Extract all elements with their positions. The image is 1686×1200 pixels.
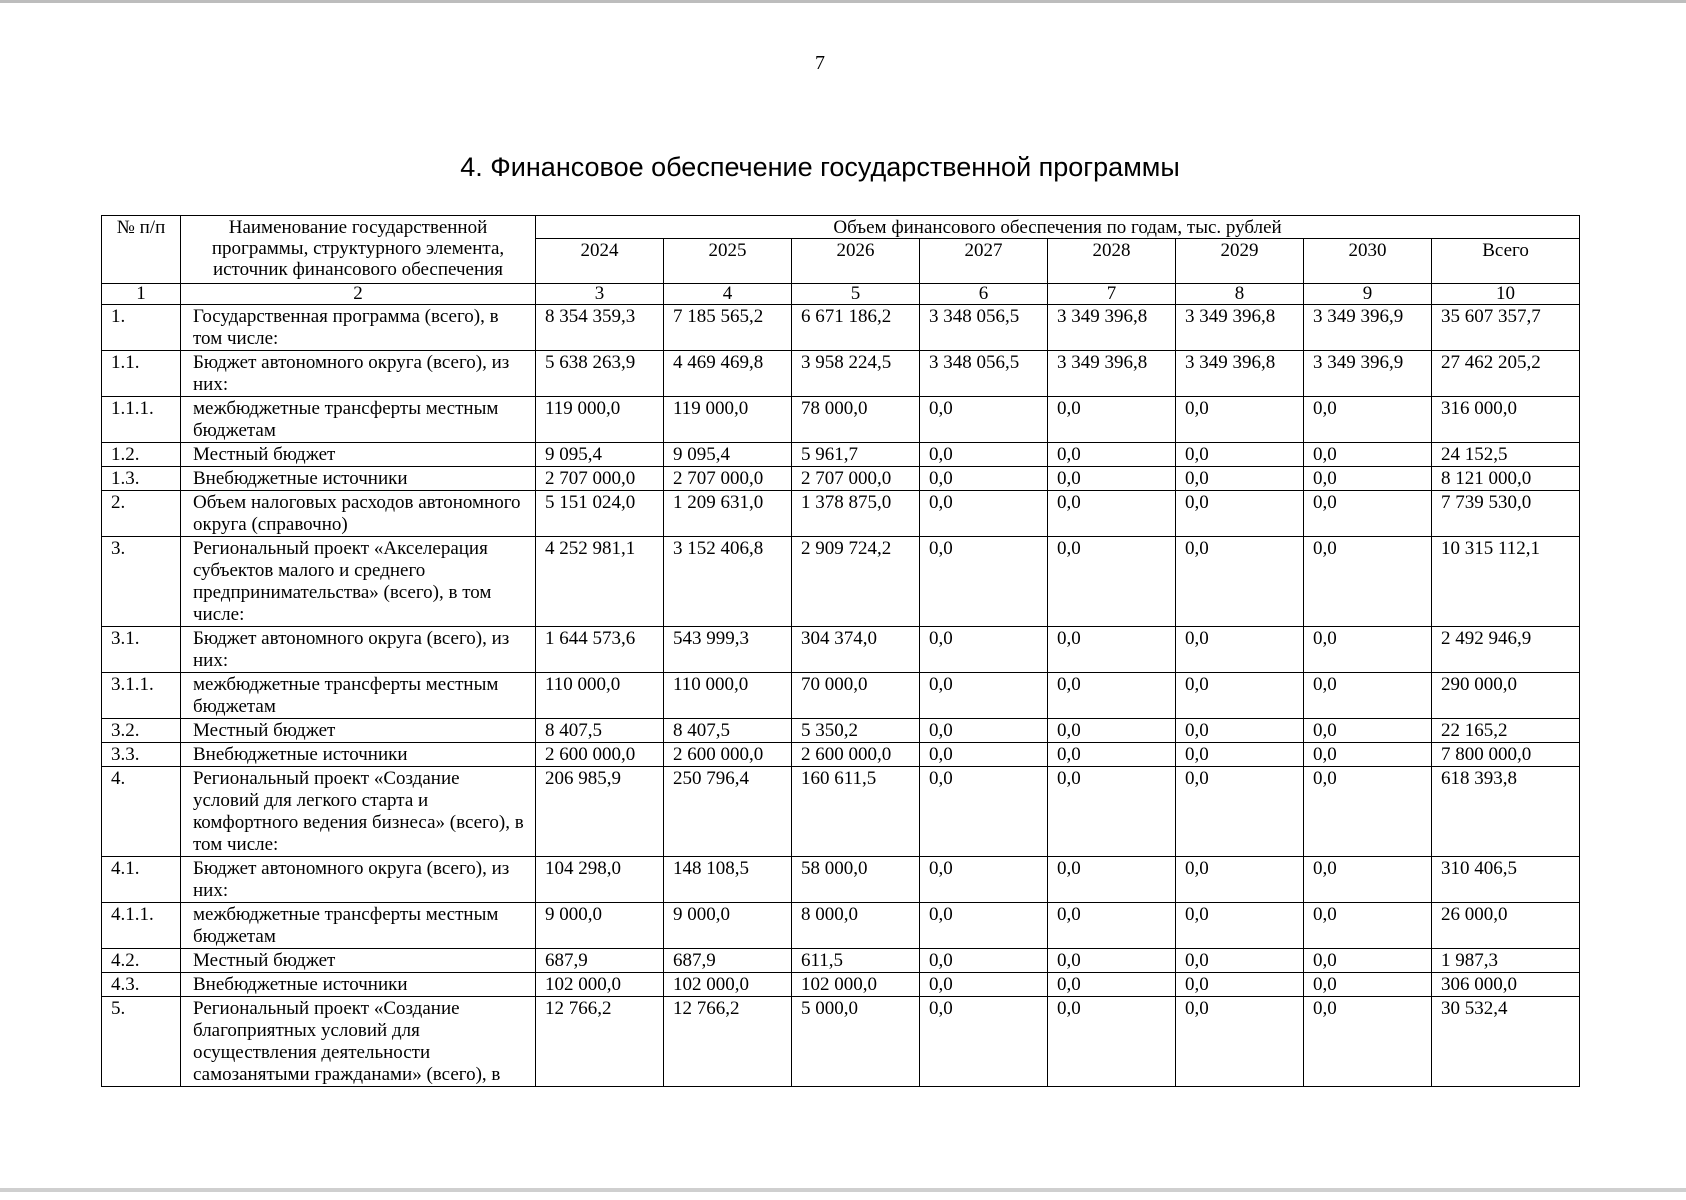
row-value-2029: 0,0 bbox=[1176, 443, 1304, 467]
row-value-2030: 0,0 bbox=[1304, 767, 1432, 857]
row-value-2026: 160 611,5 bbox=[792, 767, 920, 857]
row-name: Бюджет автономного округа (всего), из них: bbox=[181, 351, 536, 397]
row-name: межбюджетные трансферты местным бюджетам bbox=[181, 903, 536, 949]
row-value-2028: 0,0 bbox=[1048, 537, 1176, 627]
table-row bbox=[102, 351, 1580, 397]
row-value-2027: 0,0 bbox=[920, 767, 1048, 857]
row-value-2030: 0,0 bbox=[1304, 743, 1432, 767]
row-value-2028: 0,0 bbox=[1048, 719, 1176, 743]
row-value-2029: 0,0 bbox=[1176, 903, 1304, 949]
row-value-всего: 24 152,5 bbox=[1432, 443, 1580, 467]
row-value-2029: 0,0 bbox=[1176, 397, 1304, 443]
row-value-2026: 611,5 bbox=[792, 949, 920, 973]
table-row bbox=[102, 903, 1580, 949]
row-number: 5. bbox=[102, 997, 181, 1087]
row-value-2030: 0,0 bbox=[1304, 997, 1432, 1087]
row-value-всего: 22 165,2 bbox=[1432, 719, 1580, 743]
row-value-2029: 0,0 bbox=[1176, 467, 1304, 491]
row-value-всего: 2 492 946,9 bbox=[1432, 627, 1580, 673]
row-value-2025: 9 000,0 bbox=[664, 903, 792, 949]
row-value-2028: 3 349 396,8 bbox=[1048, 305, 1176, 351]
row-name: Региональный проект «Создание условий для легкого старта и комфортного ведения бизнеса» (всего), в том числе: bbox=[181, 767, 536, 857]
table-row bbox=[102, 627, 1580, 673]
row-name: Объем налоговых расходов автономного округа (справочно) bbox=[181, 491, 536, 537]
row-value-2025: 250 796,4 bbox=[664, 767, 792, 857]
row-number: 3.1.1. bbox=[102, 673, 181, 719]
column-number-row bbox=[102, 284, 1580, 305]
row-value-2028: 0,0 bbox=[1048, 973, 1176, 997]
row-value-2027: 0,0 bbox=[920, 719, 1048, 743]
financing-table bbox=[101, 215, 1580, 1087]
row-value-2030: 0,0 bbox=[1304, 537, 1432, 627]
row-number: 1.3. bbox=[102, 467, 181, 491]
row-value-2028: 0,0 bbox=[1048, 997, 1176, 1087]
row-value-2024: 206 985,9 bbox=[536, 767, 664, 857]
row-value-2030: 0,0 bbox=[1304, 973, 1432, 997]
row-value-2026: 5 000,0 bbox=[792, 997, 920, 1087]
row-value-всего: 27 462 205,2 bbox=[1432, 351, 1580, 397]
row-value-2026: 8 000,0 bbox=[792, 903, 920, 949]
column-number: 2 bbox=[181, 284, 536, 305]
row-value-2025: 687,9 bbox=[664, 949, 792, 973]
row-value-2026: 58 000,0 bbox=[792, 857, 920, 903]
row-value-2027: 0,0 bbox=[920, 673, 1048, 719]
table-row bbox=[102, 949, 1580, 973]
row-value-2026: 102 000,0 bbox=[792, 973, 920, 997]
row-name: Бюджет автономного округа (всего), из них: bbox=[181, 627, 536, 673]
row-value-2025: 7 185 565,2 bbox=[664, 305, 792, 351]
row-value-2030: 0,0 bbox=[1304, 443, 1432, 467]
row-value-2027: 3 348 056,5 bbox=[920, 305, 1048, 351]
row-value-2025: 2 600 000,0 bbox=[664, 743, 792, 767]
row-value-2029: 3 349 396,8 bbox=[1176, 305, 1304, 351]
table-row bbox=[102, 767, 1580, 857]
row-value-2024: 5 638 263,9 bbox=[536, 351, 664, 397]
row-value-2024: 8 354 359,3 bbox=[536, 305, 664, 351]
row-value-всего: 7 800 000,0 bbox=[1432, 743, 1580, 767]
row-name: Местный бюджет bbox=[181, 719, 536, 743]
row-value-2029: 0,0 bbox=[1176, 997, 1304, 1087]
column-number: 3 bbox=[536, 284, 664, 305]
row-value-2027: 0,0 bbox=[920, 443, 1048, 467]
row-number: 4. bbox=[102, 767, 181, 857]
row-name: Государственная программа (всего), в том числе: bbox=[181, 305, 536, 351]
row-value-2028: 0,0 bbox=[1048, 949, 1176, 973]
table-row bbox=[102, 997, 1580, 1087]
header-num: № п/п bbox=[102, 216, 181, 284]
column-number: 8 bbox=[1176, 284, 1304, 305]
row-value-2029: 0,0 bbox=[1176, 857, 1304, 903]
row-value-всего: 290 000,0 bbox=[1432, 673, 1580, 719]
row-number: 1. bbox=[102, 305, 181, 351]
row-value-2027: 3 348 056,5 bbox=[920, 351, 1048, 397]
row-value-2029: 0,0 bbox=[1176, 949, 1304, 973]
row-value-2028: 3 349 396,8 bbox=[1048, 351, 1176, 397]
row-value-2027: 0,0 bbox=[920, 537, 1048, 627]
header-year-2025: 2025 bbox=[664, 239, 792, 284]
row-number: 3.3. bbox=[102, 743, 181, 767]
row-value-2025: 543 999,3 bbox=[664, 627, 792, 673]
row-value-2026: 2 707 000,0 bbox=[792, 467, 920, 491]
row-value-2029: 3 349 396,8 bbox=[1176, 351, 1304, 397]
row-number: 1.1. bbox=[102, 351, 181, 397]
row-number: 2. bbox=[102, 491, 181, 537]
scan-edge-top bbox=[0, 0, 1686, 3]
table-row bbox=[102, 973, 1580, 997]
row-value-2028: 0,0 bbox=[1048, 467, 1176, 491]
row-value-2024: 5 151 024,0 bbox=[536, 491, 664, 537]
row-value-2024: 2 600 000,0 bbox=[536, 743, 664, 767]
row-value-2030: 0,0 bbox=[1304, 627, 1432, 673]
row-value-2027: 0,0 bbox=[920, 743, 1048, 767]
row-value-2030: 0,0 bbox=[1304, 903, 1432, 949]
row-value-2027: 0,0 bbox=[920, 857, 1048, 903]
row-name: межбюджетные трансферты местным бюджетам bbox=[181, 397, 536, 443]
row-number: 3.1. bbox=[102, 627, 181, 673]
table-row bbox=[102, 467, 1580, 491]
row-number: 4.2. bbox=[102, 949, 181, 973]
row-value-2030: 0,0 bbox=[1304, 949, 1432, 973]
row-value-2028: 0,0 bbox=[1048, 767, 1176, 857]
row-value-2026: 5 350,2 bbox=[792, 719, 920, 743]
row-value-2024: 2 707 000,0 bbox=[536, 467, 664, 491]
row-value-2025: 12 766,2 bbox=[664, 997, 792, 1087]
row-value-2024: 9 095,4 bbox=[536, 443, 664, 467]
row-value-всего: 1 987,3 bbox=[1432, 949, 1580, 973]
row-value-2025: 102 000,0 bbox=[664, 973, 792, 997]
row-value-2026: 304 374,0 bbox=[792, 627, 920, 673]
row-value-2030: 0,0 bbox=[1304, 857, 1432, 903]
header-year-2024: 2024 bbox=[536, 239, 664, 284]
row-value-2029: 0,0 bbox=[1176, 537, 1304, 627]
row-value-2026: 6 671 186,2 bbox=[792, 305, 920, 351]
row-value-2028: 0,0 bbox=[1048, 627, 1176, 673]
row-value-2029: 0,0 bbox=[1176, 627, 1304, 673]
row-name: Внебюджетные источники bbox=[181, 973, 536, 997]
header-year-2029: 2029 bbox=[1176, 239, 1304, 284]
row-value-2028: 0,0 bbox=[1048, 443, 1176, 467]
header-year-2030: 2030 bbox=[1304, 239, 1432, 284]
row-value-2030: 0,0 bbox=[1304, 673, 1432, 719]
row-number: 3.2. bbox=[102, 719, 181, 743]
row-value-2025: 3 152 406,8 bbox=[664, 537, 792, 627]
row-value-всего: 8 121 000,0 bbox=[1432, 467, 1580, 491]
row-value-2024: 687,9 bbox=[536, 949, 664, 973]
row-value-2027: 0,0 bbox=[920, 397, 1048, 443]
row-number: 4.1. bbox=[102, 857, 181, 903]
row-value-2025: 8 407,5 bbox=[664, 719, 792, 743]
header-year-2028: 2028 bbox=[1048, 239, 1176, 284]
table-row bbox=[102, 443, 1580, 467]
row-number: 4.3. bbox=[102, 973, 181, 997]
row-value-2024: 4 252 981,1 bbox=[536, 537, 664, 627]
row-value-всего: 30 532,4 bbox=[1432, 997, 1580, 1087]
page-title: 4. Финансовое обеспечение государственной программы bbox=[460, 152, 1180, 182]
column-number: 7 bbox=[1048, 284, 1176, 305]
row-value-2025: 9 095,4 bbox=[664, 443, 792, 467]
row-value-всего: 306 000,0 bbox=[1432, 973, 1580, 997]
row-value-2027: 0,0 bbox=[920, 949, 1048, 973]
row-value-2030: 0,0 bbox=[1304, 397, 1432, 443]
table-row bbox=[102, 673, 1580, 719]
row-value-всего: 10 315 112,1 bbox=[1432, 537, 1580, 627]
row-name: Региональный проект «Создание благоприятных условий для осуществления деятельности самозанятыми гражданами» (всего), в bbox=[181, 997, 536, 1087]
row-value-2029: 0,0 bbox=[1176, 767, 1304, 857]
row-value-2028: 0,0 bbox=[1048, 743, 1176, 767]
row-value-2024: 104 298,0 bbox=[536, 857, 664, 903]
row-value-всего: 26 000,0 bbox=[1432, 903, 1580, 949]
row-value-2027: 0,0 bbox=[920, 627, 1048, 673]
row-value-2027: 0,0 bbox=[920, 491, 1048, 537]
header-total: Всего bbox=[1432, 239, 1580, 284]
row-name: Внебюджетные источники bbox=[181, 743, 536, 767]
column-number: 6 bbox=[920, 284, 1048, 305]
table-row bbox=[102, 537, 1580, 627]
row-name: межбюджетные трансферты местным бюджетам bbox=[181, 673, 536, 719]
row-value-всего: 35 607 357,7 bbox=[1432, 305, 1580, 351]
row-value-2026: 78 000,0 bbox=[792, 397, 920, 443]
row-value-2030: 0,0 bbox=[1304, 467, 1432, 491]
row-value-2027: 0,0 bbox=[920, 467, 1048, 491]
row-value-2026: 2 600 000,0 bbox=[792, 743, 920, 767]
row-value-2029: 0,0 bbox=[1176, 719, 1304, 743]
row-value-2026: 5 961,7 bbox=[792, 443, 920, 467]
scan-edge-bottom bbox=[0, 1188, 1686, 1192]
header-year-2027: 2027 bbox=[920, 239, 1048, 284]
row-number: 4.1.1. bbox=[102, 903, 181, 949]
row-value-2028: 0,0 bbox=[1048, 397, 1176, 443]
column-number: 1 bbox=[102, 284, 181, 305]
column-number: 10 bbox=[1432, 284, 1580, 305]
row-value-2025: 119 000,0 bbox=[664, 397, 792, 443]
row-value-2024: 12 766,2 bbox=[536, 997, 664, 1087]
row-value-2027: 0,0 bbox=[920, 903, 1048, 949]
row-value-2029: 0,0 bbox=[1176, 743, 1304, 767]
row-value-2028: 0,0 bbox=[1048, 673, 1176, 719]
row-value-2026: 1 378 875,0 bbox=[792, 491, 920, 537]
row-value-2024: 1 644 573,6 bbox=[536, 627, 664, 673]
row-value-2025: 110 000,0 bbox=[664, 673, 792, 719]
header-year-2026: 2026 bbox=[792, 239, 920, 284]
row-value-2030: 0,0 bbox=[1304, 719, 1432, 743]
row-number: 1.2. bbox=[102, 443, 181, 467]
row-name: Местный бюджет bbox=[181, 949, 536, 973]
row-value-2024: 110 000,0 bbox=[536, 673, 664, 719]
row-value-2025: 148 108,5 bbox=[664, 857, 792, 903]
row-value-2028: 0,0 bbox=[1048, 857, 1176, 903]
page-number: 7 bbox=[815, 52, 825, 74]
row-number: 3. bbox=[102, 537, 181, 627]
table-row bbox=[102, 719, 1580, 743]
row-value-всего: 316 000,0 bbox=[1432, 397, 1580, 443]
row-value-2027: 0,0 bbox=[920, 997, 1048, 1087]
table-row bbox=[102, 491, 1580, 537]
row-value-2025: 1 209 631,0 bbox=[664, 491, 792, 537]
row-name: Местный бюджет bbox=[181, 443, 536, 467]
row-value-2026: 2 909 724,2 bbox=[792, 537, 920, 627]
row-value-2025: 2 707 000,0 bbox=[664, 467, 792, 491]
row-value-всего: 310 406,5 bbox=[1432, 857, 1580, 903]
row-value-2029: 0,0 bbox=[1176, 973, 1304, 997]
row-value-всего: 7 739 530,0 bbox=[1432, 491, 1580, 537]
row-name: Внебюджетные источники bbox=[181, 467, 536, 491]
column-number: 4 bbox=[664, 284, 792, 305]
table-row bbox=[102, 397, 1580, 443]
row-value-2029: 0,0 bbox=[1176, 673, 1304, 719]
header-name: Наименование государственной программы, структурного элемента, источник финансового обеспечения bbox=[181, 216, 536, 284]
row-value-2027: 0,0 bbox=[920, 973, 1048, 997]
row-value-2024: 9 000,0 bbox=[536, 903, 664, 949]
row-value-2025: 4 469 469,8 bbox=[664, 351, 792, 397]
header-group: Объем финансового обеспечения по годам, тыс. рублей bbox=[536, 216, 1580, 239]
column-number: 5 bbox=[792, 284, 920, 305]
table-header-row bbox=[102, 216, 1580, 239]
row-value-2030: 3 349 396,9 bbox=[1304, 351, 1432, 397]
row-value-2024: 8 407,5 bbox=[536, 719, 664, 743]
row-name: Бюджет автономного округа (всего), из них: bbox=[181, 857, 536, 903]
row-value-2029: 0,0 bbox=[1176, 491, 1304, 537]
row-value-2026: 3 958 224,5 bbox=[792, 351, 920, 397]
row-value-2024: 119 000,0 bbox=[536, 397, 664, 443]
row-value-2030: 0,0 bbox=[1304, 491, 1432, 537]
row-name: Региональный проект «Акселерация субъектов малого и среднего предпринимательства» (всего), в том числе: bbox=[181, 537, 536, 627]
table-row bbox=[102, 857, 1580, 903]
row-value-2030: 3 349 396,9 bbox=[1304, 305, 1432, 351]
row-number: 1.1.1. bbox=[102, 397, 181, 443]
row-value-2028: 0,0 bbox=[1048, 491, 1176, 537]
row-value-всего: 618 393,8 bbox=[1432, 767, 1580, 857]
row-value-2026: 70 000,0 bbox=[792, 673, 920, 719]
table-row bbox=[102, 305, 1580, 351]
row-value-2028: 0,0 bbox=[1048, 903, 1176, 949]
row-value-2024: 102 000,0 bbox=[536, 973, 664, 997]
column-number: 9 bbox=[1304, 284, 1432, 305]
table-row bbox=[102, 743, 1580, 767]
